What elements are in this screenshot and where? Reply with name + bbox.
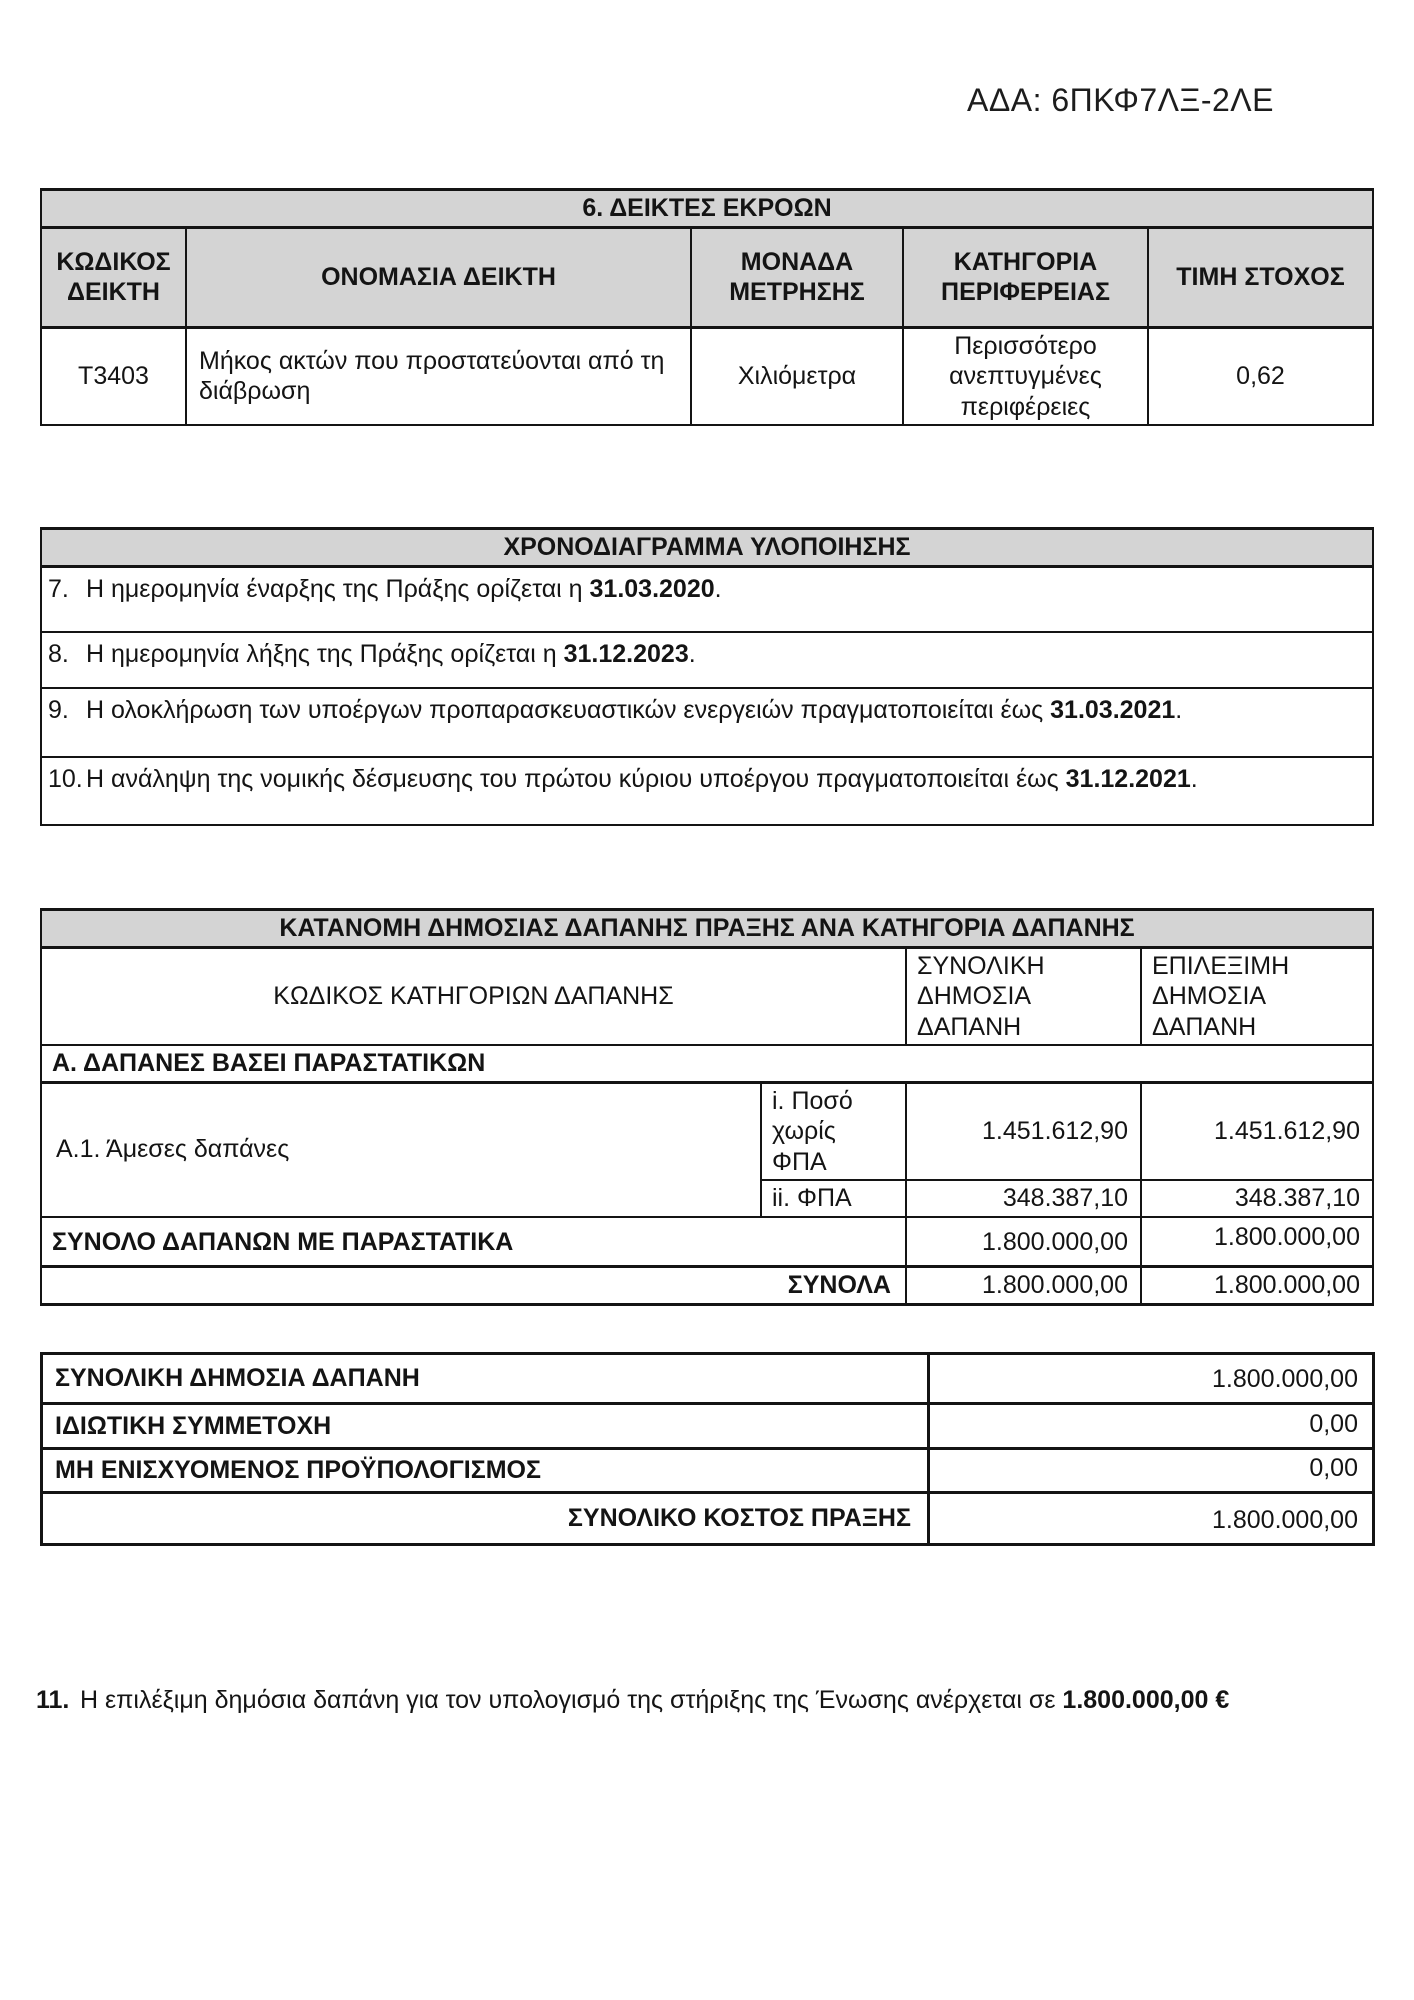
- col-header-measure-unit: ΜΟΝΑΔΑ ΜΕΤΡΗΣΗΣ: [691, 227, 903, 327]
- col-header-eligible-public-expense: ΕΠΙΛΕΞΙΜΗ ΔΗΜΟΣΙΑ ΔΑΠΑΝΗ: [1141, 947, 1373, 1045]
- indicator-name: Μήκος ακτών που προστατεύονται από τη διάβρωση: [186, 327, 691, 425]
- indicator-unit: Χιλιόμετρα: [691, 327, 903, 425]
- col-header-target-value: ΤΙΜΗ ΣΤΟΧΟΣ: [1148, 227, 1373, 327]
- col-header-indicator-code: ΚΩΔΙΚΟΣ ΔΕΙΚΤΗ: [41, 227, 186, 327]
- private-participation-value: 0,00: [929, 1404, 1374, 1449]
- subtotal-total-value: 1.800.000,00: [906, 1217, 1141, 1267]
- timeline-item-number: 8.: [48, 640, 69, 668]
- cost-summary-table: [40, 1352, 1375, 1546]
- total-operation-cost-value: 1.800.000,00: [929, 1493, 1374, 1545]
- timeline-item-text: Η ολοκλήρωση των υποέργων προπαρασκευαστικών ενεργειών πραγματοποιείται έως: [86, 696, 1051, 724]
- indicator-row: [41, 327, 1373, 425]
- direct-expenses-net-row: [41, 1082, 1373, 1180]
- col-header-total-public-expense: ΣΥΝΟΛΙΚΗ ΔΗΜΟΣΙΑ ΔΑΠΑΝΗ: [906, 947, 1141, 1045]
- note-11-text: Η επιλέξιμη δημόσια δαπάνη για τον υπολογισμό της στήριξης της Ένωσης ανέρχεται σε: [80, 1686, 1063, 1714]
- timeline-item-text: Η ανάληψη της νομικής δέσμευσης του πρώτου κύριου υποέργου πραγματοποιείται έως: [86, 765, 1066, 793]
- section-a-header: Α. ΔΑΠΑΝΕΣ ΒΑΣΕΙ ΠΑΡΑΣΤΑΤΙΚΩΝ: [41, 1045, 1373, 1082]
- indicator-target-value: 0,62: [1148, 327, 1373, 425]
- expense-table-title: ΚΑΤΑΝΟΜΗ ΔΗΜΟΣΙΑΣ ΔΑΠΑΝΗΣ ΠΡΑΞΗΣ ΑΝΑ ΚΑΤΗΓΟΡΙΑ ΔΑΠΑΝΗΣ: [41, 910, 1373, 948]
- expense-distribution-table: [40, 908, 1374, 1306]
- a1-vat-eligible-value: 348.387,10: [1141, 1180, 1373, 1217]
- timeline-item-date: 31.03.2020: [589, 574, 715, 603]
- timeline-item-number: 7.: [48, 574, 69, 603]
- col-header-expense-category-code: ΚΩΔΙΚΟΣ ΚΑΤΗΓΟΡΙΩΝ ΔΑΠΑΝΗΣ: [41, 947, 906, 1045]
- totals-eligible-value: 1.800.000,00: [1141, 1267, 1373, 1305]
- a1-net-amount-label: i. Ποσό χωρίς ΦΠΑ: [761, 1082, 906, 1180]
- non-aided-budget-label: ΜΗ ΕΝΙΣΧΥΟΜΕΝΟΣ ΠΡΟΫΠΟΛΟΓΙΣΜΟΣ: [42, 1449, 929, 1493]
- output-indicators-table: [40, 188, 1374, 426]
- a1-vat-total-value: 348.387,10: [906, 1180, 1141, 1217]
- timeline-item-text: Η ημερομηνία έναρξης της Πράξης ορίζεται η: [86, 574, 590, 603]
- timeline-row: 7. Η ημερομηνία έναρξης της Πράξης ορίζεται η 31.03.2020.: [41, 566, 1373, 632]
- timeline-table-title: ΧΡΟΝΟΔΙΑΓΡΑΜΜΑ ΥΛΟΠΟΙΗΣΗΣ: [41, 529, 1373, 567]
- note-11: [36, 1684, 1381, 1717]
- timeline-row: 8. Η ημερομηνία λήξης της Πράξης ορίζεται η 31.12.2023.: [41, 632, 1373, 688]
- non-aided-budget-value: 0,00: [929, 1449, 1374, 1493]
- note-11-amount: 1.800.000,00 €: [1062, 1686, 1230, 1714]
- totals-label: ΣΥΝΟΛΑ: [41, 1267, 906, 1305]
- subtotal-label: ΣΥΝΟΛΟ ΔΑΠΑΝΩΝ ΜΕ ΠΑΡΑΣΤΑΤΙΚΑ: [41, 1217, 906, 1267]
- totals-total-value: 1.800.000,00: [906, 1267, 1141, 1305]
- total-public-expense-label: ΣΥΝΟΛΙΚΗ ΔΗΜΟΣΙΑ ΔΑΠΑΝΗ: [42, 1354, 929, 1404]
- totals-row: [41, 1267, 1373, 1305]
- a1-vat-label: ii. ΦΠΑ: [761, 1180, 906, 1217]
- summary-row: [42, 1449, 1374, 1493]
- subtotal-row: [41, 1217, 1373, 1267]
- ada-code: ΑΔΑ: 6ΠΚΦ7ΛΞ-2ΛΕ: [967, 82, 1274, 118]
- total-public-expense-value: 1.800.000,00: [929, 1354, 1374, 1404]
- summary-row: [42, 1354, 1374, 1404]
- timeline-row: 10. Η ανάληψη της νομικής δέσμευσης του πρώτου κύριου υποέργου πραγματοποιείται έως 31.12.2021.: [41, 757, 1373, 825]
- a1-net-eligible-value: 1.451.612,90: [1141, 1082, 1373, 1180]
- col-header-region-category: ΚΑΤΗΓΟΡΙΑ ΠΕΡΙΦΕΡΕΙΑΣ: [903, 227, 1148, 327]
- private-participation-label: ΙΔΙΩΤΙΚΗ ΣΥΜΜΕΤΟΧΗ: [42, 1404, 929, 1449]
- timeline-item-date: 31.03.2021: [1050, 696, 1176, 724]
- indicators-table-title: 6. ΔΕΙΚΤΕΣ ΕΚΡΟΩΝ: [41, 190, 1373, 228]
- timeline-table: [40, 527, 1374, 826]
- note-11-number: 11.: [36, 1686, 70, 1714]
- summary-row: [42, 1404, 1374, 1449]
- a1-net-total-value: 1.451.612,90: [906, 1082, 1141, 1180]
- indicator-region-category: Περισσότερο ανεπτυγμένες περιφέρειες: [903, 327, 1148, 425]
- col-header-indicator-name: ΟΝΟΜΑΣΙΑ ΔΕΙΚΤΗ: [186, 227, 691, 327]
- timeline-row: 9. Η ολοκλήρωση των υποέργων προπαρασκευαστικών ενεργειών πραγματοποιείται έως 31.03.2021.: [41, 688, 1373, 757]
- total-operation-cost-label: ΣΥΝΟΛΙΚΟ ΚΟΣΤΟΣ ΠΡΑΞΗΣ: [42, 1493, 929, 1545]
- subtotal-eligible-value: 1.800.000,00: [1141, 1217, 1373, 1267]
- summary-row: [42, 1493, 1374, 1545]
- indicator-code: Τ3403: [41, 327, 186, 425]
- timeline-item-date: 31.12.2021: [1065, 765, 1191, 793]
- timeline-item-date: 31.12.2023: [563, 640, 689, 668]
- timeline-item-number: 9.: [48, 696, 69, 724]
- timeline-item-number: 10.: [48, 765, 83, 793]
- a1-direct-expenses-label: Α.1. Άμεσες δαπάνες: [41, 1082, 761, 1217]
- timeline-item-text: Η ημερομηνία λήξης της Πράξης ορίζεται η: [86, 640, 564, 668]
